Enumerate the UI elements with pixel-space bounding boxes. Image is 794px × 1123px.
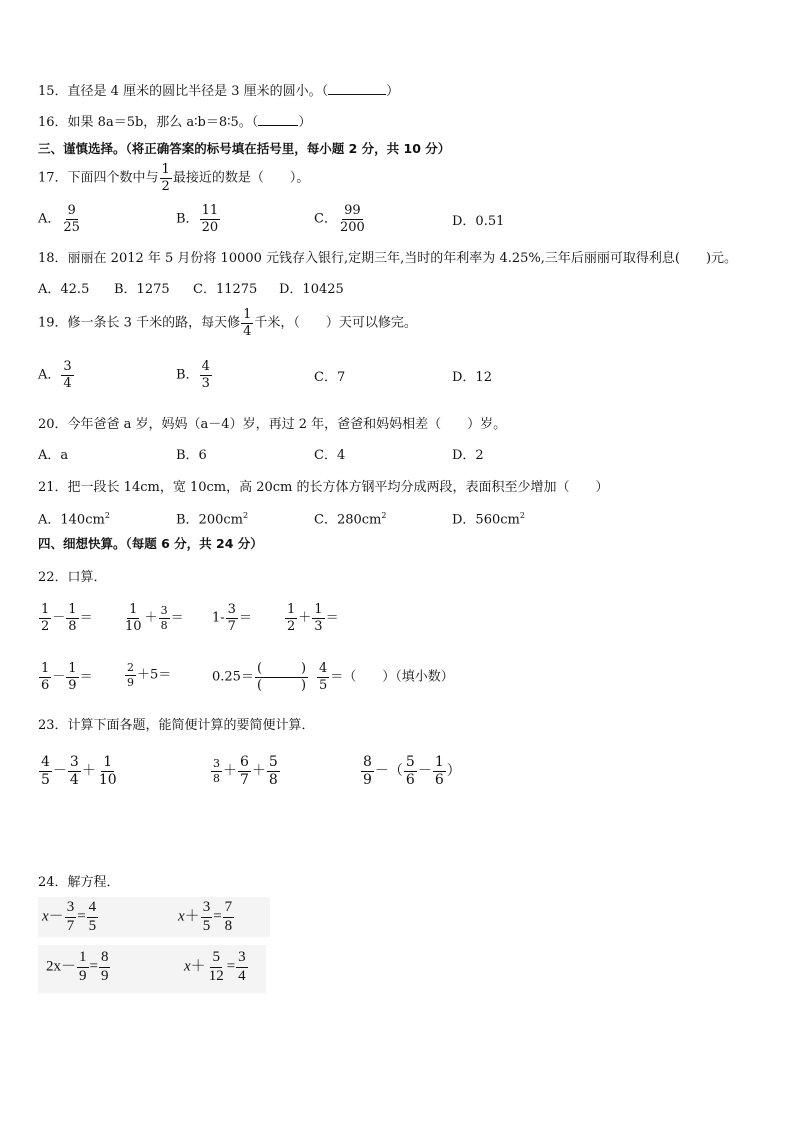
option-d[interactable]: D．$560cm^2$ [452, 511, 525, 528]
option-d[interactable]: D．2 [452, 448, 484, 463]
question-18: 18．丽丽在 2012 年 5 月份将 10000 元钱存入银行,定期三年,当时的年利率为 4.25%,三年后丽丽可取得利息( )元。 [38, 251, 738, 266]
question-17: 17．下面四个数中与 $\frac{1}{2}$ 最接近的数是（ ）。 [38, 162, 310, 194]
answer-blank[interactable]: ( ) [256, 677, 307, 693]
option-a[interactable]: A．$140cm^2$ [38, 511, 110, 528]
option-b[interactable]: B．$200cm^2$ [176, 511, 249, 528]
option-c[interactable]: C．11275 [193, 282, 258, 297]
oral-calc-item: $\frac{1}{6}$ － $\frac{1}{9}$ ＝ [41, 661, 93, 693]
option-b[interactable]: B． $\frac{11}{20}$ [176, 203, 219, 235]
question-22-title: 22．口算． [38, 570, 107, 585]
option-c[interactable]: C．7 [314, 370, 346, 385]
fraction: $\frac{1}{4}$ [243, 307, 252, 339]
oral-calc-item: $\frac{1}{2}$ ＋ $\frac{1}{3}$ ＝ [287, 602, 339, 634]
option-b[interactable]: B． $\frac{4}{3}$ [176, 359, 210, 391]
question-24-title: 24．解方程． [38, 875, 120, 890]
oral-calc-item: $\frac{1}{10}$ ＋ $\frac{3}{8}$ ＝ [125, 602, 184, 634]
question-15: 15．直径是 4 厘米的圆比半径是 3 厘米的圆小。（ ） [38, 84, 400, 99]
fraction: $\frac{99}{200}$ [339, 203, 365, 235]
question-23-title: 23．计算下面各题，能简便计算的要简便计算． [38, 718, 315, 733]
fraction: $\frac{3}{4}$ [63, 359, 72, 391]
answer-blank[interactable] [258, 125, 298, 126]
option-a[interactable]: A． $\frac{9}{25}$ [38, 203, 80, 235]
option-a[interactable]: A．a [38, 448, 69, 463]
question-16: 16．如果 8a＝5b，那么 a∶b＝8∶5。（ ） [38, 115, 312, 130]
fraction: $\frac{1}{2}$ [161, 162, 170, 194]
option-d[interactable]: D．10425 [279, 282, 344, 297]
section-4-heading: 四、细想快算。（每题 6 分，共 24 分） [38, 536, 263, 551]
option-b[interactable]: B．1275 [114, 282, 170, 297]
fraction: $\frac{11}{20}$ [201, 203, 219, 235]
option-a[interactable]: A． $\frac{3}{4}$ [38, 359, 72, 391]
oral-calc-item: 0.25＝ ( ) ( ) [212, 661, 307, 693]
equation-1: x－ $\frac{3}{7}$ = $\frac{4}{5}$ [42, 899, 97, 934]
oral-calc-item: $\frac{4}{5}$ ＝（ ）（填小数） [319, 661, 454, 693]
option-c[interactable]: C．$280cm^2$ [314, 511, 387, 528]
option-c[interactable]: C． $\frac{99}{200}$ [314, 203, 365, 235]
oral-calc-item: 1- $\frac{3}{7}$ ＝ [212, 602, 252, 634]
section-3-heading: 三、谨慎选择。（将正确答案的标号填在括号里，每小题 2 分，共 10 分） [38, 141, 451, 156]
expression-2: $\frac{3}{8}$ ＋ $\frac{6}{7}$ ＋ $\frac{5}{8}$ [213, 754, 278, 788]
answer-blank[interactable] [328, 94, 386, 95]
equation-2: x＋ $\frac{3}{5}$ = $\frac{7}{8}$ [178, 899, 233, 934]
equation-3: 2x－ $\frac{1}{9}$ = $\frac{8}{9}$ [46, 949, 109, 984]
question-21: 21．把一段长 14cm，宽 10cm，高 20cm 的长方体方钢平均分成两段，表面积至少增加（ ） [38, 480, 609, 495]
fraction: $\frac{4}{3}$ [201, 359, 210, 391]
question-19: 19．修一条长 3 千米的路，每天修 $\frac{1}{4}$ 千米，（ ）天可以修完。 [38, 307, 417, 339]
option-d[interactable]: D．0.51 [452, 214, 505, 229]
oral-calc-item: $\frac{1}{2}$ － $\frac{1}{8}$ ＝ [41, 602, 93, 634]
option-b[interactable]: B．6 [176, 448, 207, 463]
option-c[interactable]: C．4 [314, 448, 346, 463]
question-20: 20．今年爸爸 a 岁，妈妈（a－4）岁，再过 2 年，爸爸和妈妈相差（ ）岁。 [38, 417, 507, 432]
option-d[interactable]: D．12 [452, 370, 492, 385]
option-a[interactable]: A．42.5 [38, 282, 90, 297]
answer-blank[interactable]: ( ) [256, 661, 307, 676]
expression-3: $\frac{8}{9}$ －（ $\frac{5}{6}$ － $\frac{1}{6}$ ） [363, 754, 461, 788]
equation-4: x＋ $\frac{5}{12}$ = $\frac{3}{4}$ [184, 949, 246, 984]
expression-1: $\frac{4}{5}$ － $\frac{3}{4}$ ＋ $\frac{1}{10}$ [41, 754, 117, 788]
oral-calc-item: $\frac{2}{9}$ ＋5＝ [127, 661, 172, 689]
fraction: $\frac{9}{25}$ [63, 203, 80, 235]
